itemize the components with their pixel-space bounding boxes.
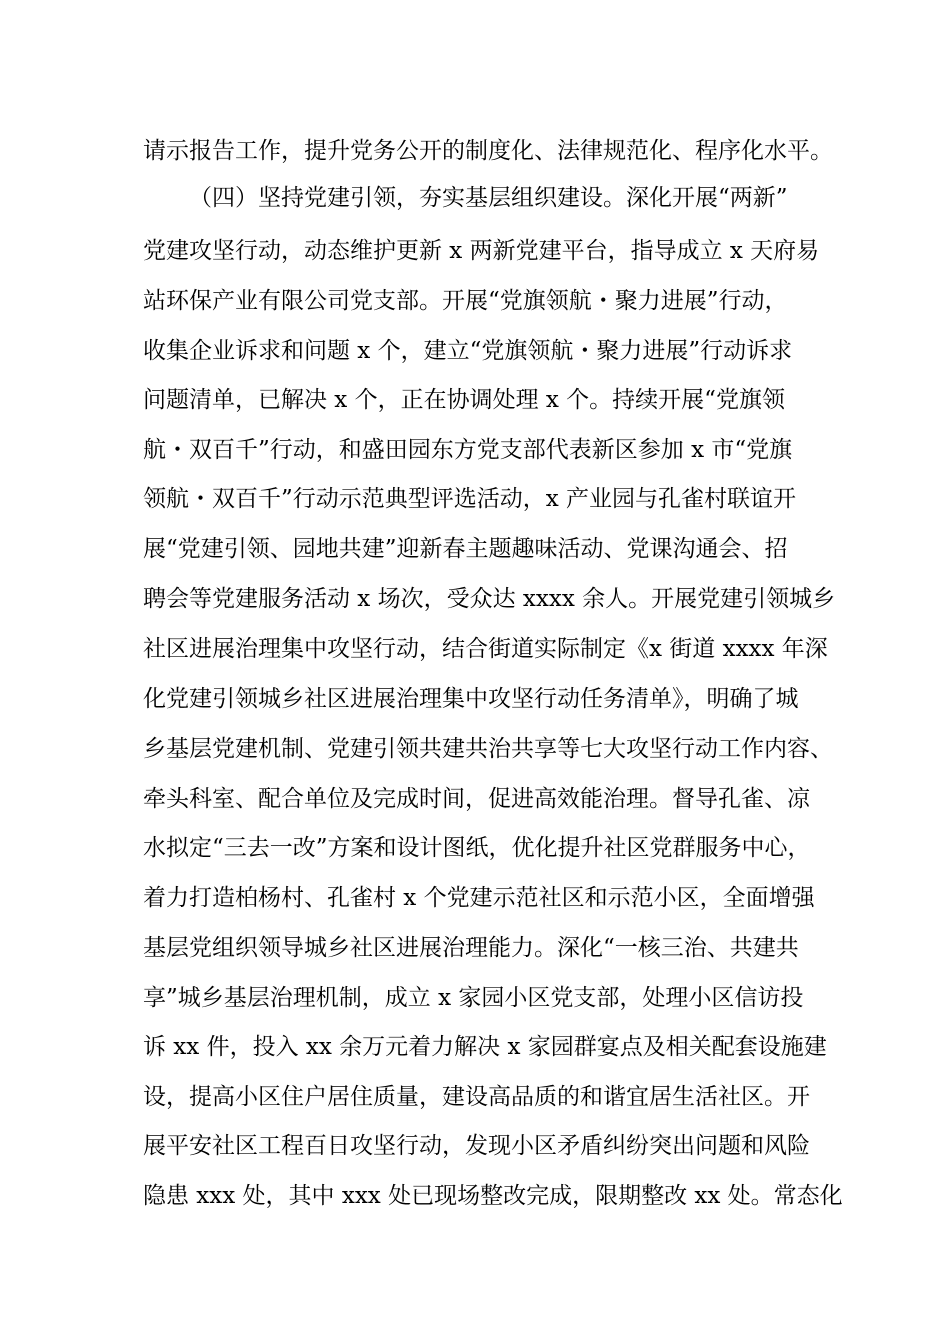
paragraph-line-22: 隐患 xxx 处，其中 xxx 处已现场整改完成，限期整改 xx 处。常态化: [143, 1183, 843, 1209]
paragraph-line-12: 化党建引领城乡社区进展治理集中攻坚行动任务清单》，明确了城: [143, 686, 799, 712]
paragraph-line-11: 社区进展治理集中攻坚行动，结合街道实际制定《x 街道 xxxx 年深: [143, 636, 828, 662]
paragraph-line-14: 牵头科室、配合单位及完成时间，促进高效能治理。督导孔雀、凉: [143, 786, 810, 812]
paragraph-line-20: 设，提高小区住户居住质量，建设高品质的和谐宜居生活社区。开: [143, 1084, 810, 1110]
paragraph-line-4: 站环保产业有限公司党支部。开展“党旗领航・聚力进展”行动，: [143, 288, 788, 314]
paragraph-line-3: 党建攻坚行动，动态维护更新 x 两新党建平台，指导成立 x 天府易: [143, 238, 820, 264]
paragraph-line-8: 领航・双百千”行动示范典型评选活动，x 产业园与孔雀村联谊开: [143, 486, 797, 512]
paragraph-line-10: 聘会等党建服务活动 x 场次，受众达 xxxx 余人。开展党建引领城乡: [143, 586, 836, 612]
paragraph-line-15: 水拟定“三去一改”方案和设计图纸，优化提升社区党群服务中心，: [143, 835, 811, 861]
paragraph-line-21: 展平安社区工程百日攻坚行动，发现小区矛盾纠纷突出问题和风险: [143, 1133, 810, 1159]
section-heading-line: （四）坚持党建引领，夯实基层组织建设。深化开展“两新”: [189, 185, 788, 211]
paragraph-line-5: 收集企业诉求和问题 x 个，建立“党旗领航・聚力进展”行动诉求: [143, 338, 793, 364]
paragraph-line-6: 问题清单，已解决 x 个，正在协调处理 x 个。持续开展“党旗领: [143, 387, 785, 413]
paragraph-line-9: 展“党建引领、园地共建”迎新春主题趣味活动、党课沟通会、招: [143, 536, 788, 562]
paragraph-line-16: 着力打造柏杨村、孔雀村 x 个党建示范社区和示范小区，全面增强: [143, 885, 815, 911]
paragraph-line-17: 基层党组织领导城乡社区进展治理能力。深化“一核三治、共建共: [143, 935, 799, 961]
paragraph-line-19: 诉 xx 件，投入 xx 余万元着力解决 x 家园群宴点及相关配套设施建: [143, 1034, 827, 1060]
paragraph-line-13: 乡基层党建机制、党建引领共建共治共享等七大攻坚行动工作内容、: [143, 736, 833, 762]
paragraph-line-7: 航・双百千”行动，和盛田园东方党支部代表新区参加 x 市“党旗: [143, 437, 793, 463]
paragraph-line-18: 享”城乡基层治理机制，成立 x 家园小区党支部，处理小区信访投: [143, 985, 804, 1011]
paragraph-line-1: 请示报告工作，提升党务公开的制度化、法律规范化、程序化水平。: [143, 138, 833, 164]
